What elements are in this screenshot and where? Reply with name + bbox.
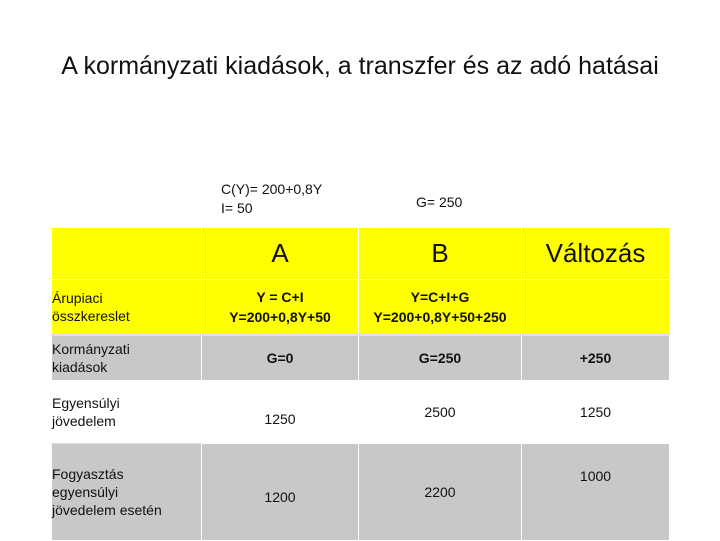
row-label: Árupiaci összkereslet: [52, 280, 202, 336]
row-label: Kormányzati kiadások: [52, 335, 202, 381]
header-b: B: [359, 228, 522, 280]
cell-change: 1000: [522, 444, 670, 541]
slide-title: A kormányzati kiadások, a transzfer és az adó hatásai: [61, 52, 659, 80]
header-a: A: [202, 228, 359, 280]
row-label: Fogyasztás egyensúlyi jövedelem esetén: [52, 444, 202, 541]
cell-change: +250: [522, 335, 670, 381]
cell-change: [522, 280, 670, 336]
cell-b: Y=C+I+G Y=200+0,8Y+50+250: [359, 280, 522, 336]
table-row: [52, 280, 670, 336]
cell-a: G=0: [202, 335, 359, 381]
header-empty-cell: [52, 228, 202, 280]
cell-b: G=250: [359, 335, 522, 381]
comparison-table: [51, 227, 670, 541]
table-row: [52, 381, 670, 444]
table-header-row: [52, 228, 670, 280]
header-change: Változás: [522, 228, 670, 280]
table-row: [52, 335, 670, 381]
investment-value: I= 50: [221, 200, 253, 216]
government-spending-value: G= 250: [416, 194, 463, 210]
cell-a: 1250: [202, 381, 359, 444]
row-label: Egyensúlyi jövedelem: [52, 381, 202, 444]
cell-b: 2500: [359, 381, 522, 444]
table-row: [52, 444, 670, 541]
parameters-right: [416, 193, 462, 212]
cell-b: 2200: [359, 444, 522, 541]
cell-change: 1250: [522, 381, 670, 444]
consumption-function: C(Y)= 200+0,8Y: [221, 181, 323, 197]
parameters-left: [221, 180, 322, 218]
cell-a: 1200: [202, 444, 359, 541]
cell-a: Y = C+I Y=200+0,8Y+50: [202, 280, 359, 336]
